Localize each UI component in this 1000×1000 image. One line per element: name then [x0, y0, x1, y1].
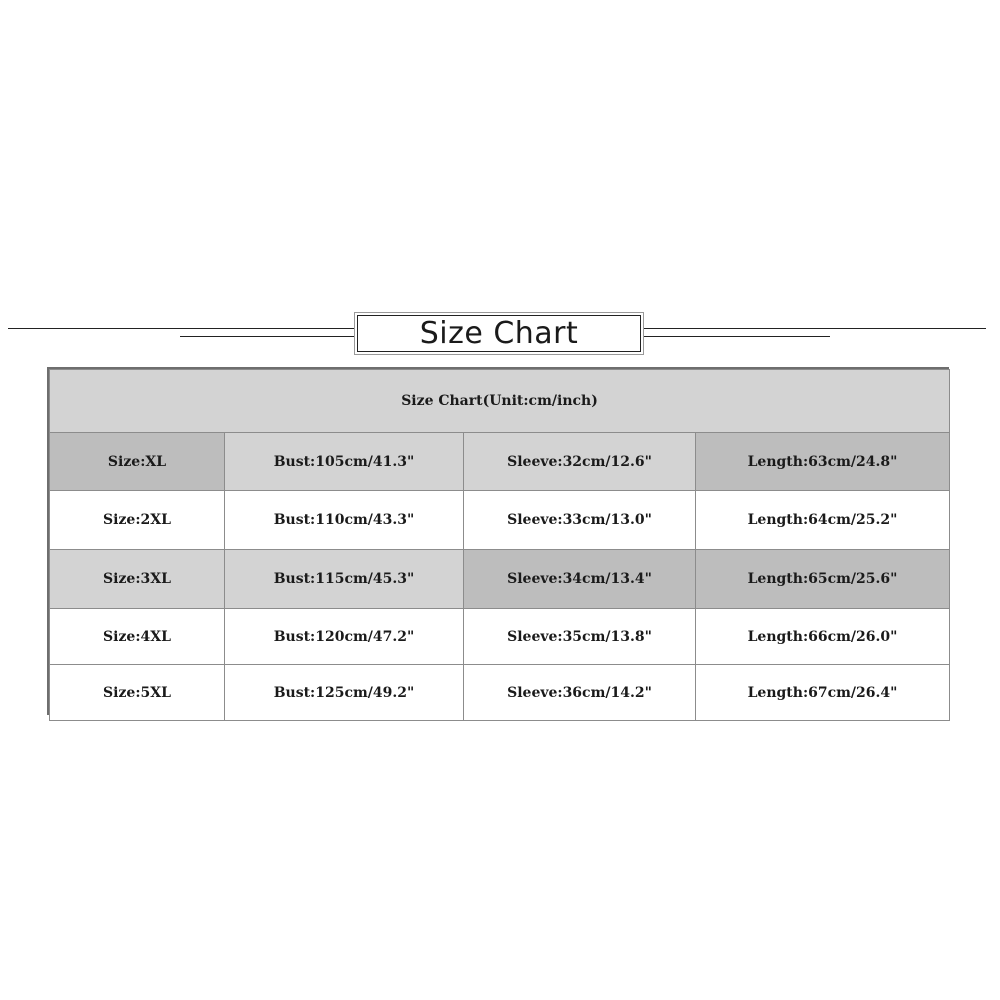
bust-cell: Bust:115cm/45.3"	[225, 550, 464, 609]
size-cell: Size:3XL	[50, 550, 225, 609]
page-title: Size Chart	[419, 316, 579, 351]
length-cell: Length:65cm/25.6"	[696, 550, 950, 609]
size-cell: Size:XL	[50, 433, 225, 491]
bust-cell: Bust:125cm/49.2"	[225, 665, 464, 721]
length-cell: Length:66cm/26.0"	[696, 609, 950, 665]
size-cell: Size:5XL	[50, 665, 225, 721]
length-cell: Length:63cm/24.8"	[696, 433, 950, 491]
sleeve-cell: Sleeve:35cm/13.8"	[464, 609, 696, 665]
bust-cell: Bust:110cm/43.3"	[225, 491, 464, 550]
table-row	[50, 550, 950, 609]
length-cell: Length:67cm/26.4"	[696, 665, 950, 721]
sleeve-cell: Sleeve:34cm/13.4"	[464, 550, 696, 609]
sleeve-cell: Sleeve:32cm/12.6"	[464, 433, 696, 491]
size-cell: Size:2XL	[50, 491, 225, 550]
bust-cell: Bust:120cm/47.2"	[225, 609, 464, 665]
size-table	[49, 369, 950, 721]
length-cell: Length:64cm/25.2"	[696, 491, 950, 550]
table-caption: Size Chart(Unit:cm/inch)	[50, 370, 950, 433]
title-banner	[357, 315, 641, 352]
table-row	[50, 433, 950, 491]
sleeve-cell: Sleeve:33cm/13.0"	[464, 491, 696, 550]
table-row	[50, 665, 950, 721]
size-table-container	[47, 367, 949, 715]
table-row	[50, 609, 950, 665]
bust-cell: Bust:105cm/41.3"	[225, 433, 464, 491]
size-cell: Size:4XL	[50, 609, 225, 665]
table-row	[50, 491, 950, 550]
sleeve-cell: Sleeve:36cm/14.2"	[464, 665, 696, 721]
